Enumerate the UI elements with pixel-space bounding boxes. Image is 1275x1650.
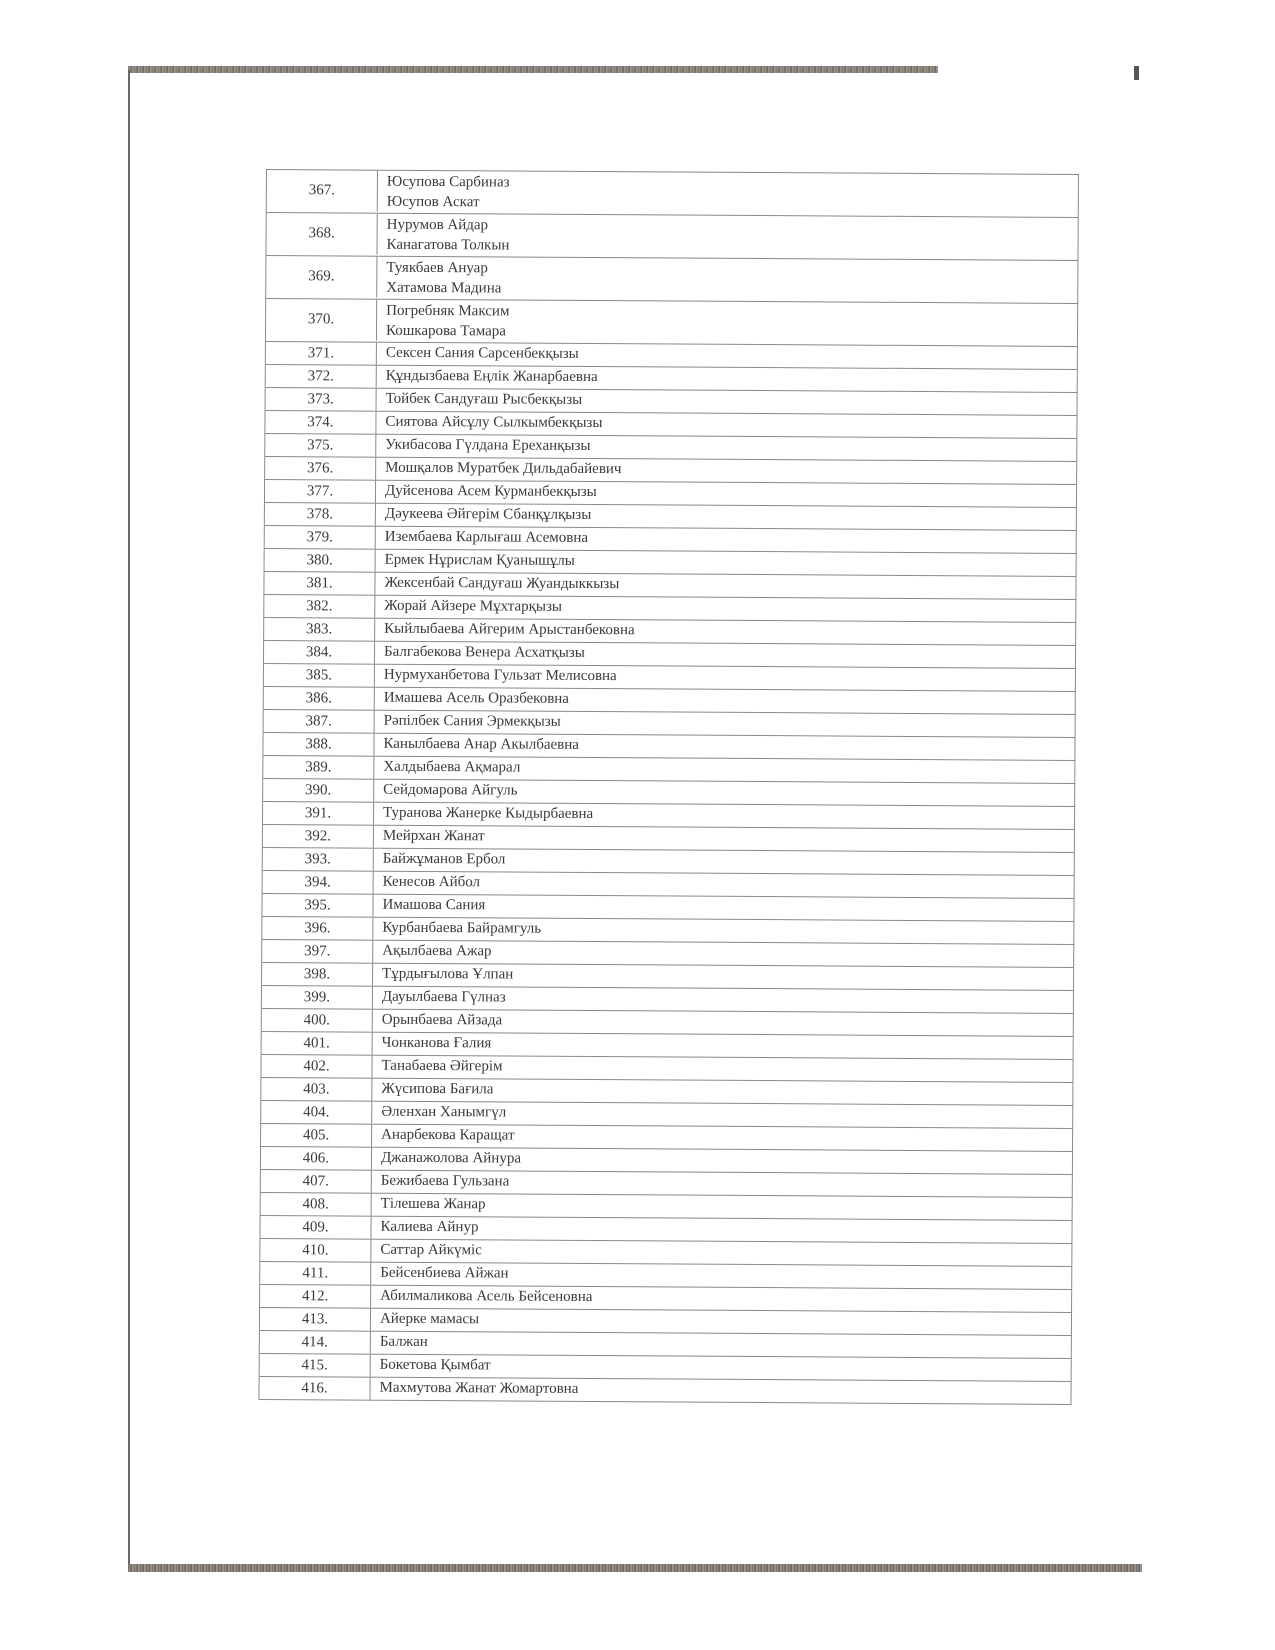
name-cell [373,941,1073,967]
person-name: Дуйсенова Асем Курманбекқызы [384,482,597,501]
row-number: 396. [262,917,373,940]
row-number: 388. [263,733,374,756]
person-name: Курбанбаева Байрамгуль [382,919,542,937]
row-number: 400. [262,1009,373,1032]
table-row [266,299,1078,347]
person-name: Нурмуханбетова Гульзат Мелисовна [383,666,617,685]
name-cell [371,1286,1071,1312]
name-cell [377,257,1077,303]
table-row [259,1377,1071,1405]
row-number: 408. [261,1193,372,1216]
name-cell [376,435,1076,461]
row-number: 381. [264,572,375,595]
names-table [258,169,1079,1405]
row-number: 412. [260,1285,371,1308]
name-cell [377,366,1077,392]
name-cell [371,1240,1071,1266]
name-cell [374,803,1074,829]
person-name: Дәукеева Әйгерім Сбанқұлқызы [384,505,592,523]
row-number: 392. [263,825,374,848]
row-number: 409. [260,1216,371,1239]
name-cell [371,1355,1071,1381]
person-name: Құндызбаева Еңлік Жанарбаевна [385,367,598,386]
name-cell [371,1332,1071,1358]
person-name: Бежибаева Гульзана [380,1172,510,1190]
person-name: Джанажолова Айнура [380,1149,522,1167]
person-name: Чонканова Ғалия [381,1034,492,1052]
table-row [267,170,1079,218]
name-cell [374,872,1074,898]
name-cell [373,1033,1073,1059]
row-number: 378. [265,503,376,526]
name-cell [371,1217,1071,1243]
person-name: Әленхан Ханымгүл [381,1103,507,1121]
row-number: 398. [262,963,373,986]
row-number: 393. [263,848,374,871]
person-name: Дауылбаева Гүлназ [381,988,506,1006]
person-name: Погребняк Максим [386,302,510,320]
row-number: 395. [262,894,373,917]
person-name: Хатамова Мадина [386,279,502,297]
row-number: 385. [264,664,375,687]
person-name: Ақылбаева Ажар [382,942,492,960]
scan-edge-mark [1134,66,1139,80]
name-cell [373,1010,1073,1036]
person-name: Туранова Жанерке Кыдырбаевна [383,804,594,823]
row-number: 404. [261,1101,372,1124]
person-name: Кошкарова Тамара [385,322,507,340]
person-name: Сексен Сания Сарсенбекқызы [385,344,579,362]
person-name: Жорай Айзере Мұхтарқызы [384,597,563,615]
name-cell [378,171,1078,217]
row-number: 405. [261,1124,372,1147]
name-cell [371,1263,1071,1289]
row-number: 394. [263,871,374,894]
row-number: 369. [266,256,377,298]
person-name: Рәпілбек Сания Эрмекқызы [383,712,561,730]
row-number: 379. [265,526,376,549]
name-cell [372,1079,1072,1105]
person-name: Туякбаев Ануар [386,259,488,277]
name-cell [375,688,1075,714]
row-number: 376. [265,457,376,480]
name-cell [377,343,1077,369]
row-number: 386. [264,687,375,710]
scan-edge-left [128,70,130,1565]
person-name: Абилмаликова Асель Бейсеновна [380,1287,593,1306]
row-number: 370. [266,299,377,341]
person-name: Имашова Сания [382,896,486,914]
person-name: Юсупов Аскат [386,193,480,211]
row-number: 401. [262,1032,373,1055]
name-cell [372,1148,1072,1174]
name-cell [374,849,1074,875]
name-cell [376,481,1076,507]
row-number: 368. [266,213,377,255]
row-number: 399. [262,986,373,1009]
scan-edge-bottom [128,1564,1142,1572]
name-cell [375,642,1075,668]
name-cell [372,1125,1072,1151]
person-name: Мейрхан Жанат [382,827,485,845]
row-number: 382. [264,595,375,618]
person-name: Балжан [379,1333,428,1351]
name-cell [372,1194,1072,1220]
person-name: Кыйлыбаева Айгерим Арыстанбековна [384,620,635,639]
name-cell [376,458,1076,484]
row-number: 416. [259,1377,370,1400]
person-name: Канагатова Толкын [386,236,510,254]
row-number: 390. [263,779,374,802]
person-name: Бокетова Қымбат [379,1356,491,1374]
table-row [266,256,1078,304]
person-name: Орынбаева Айзада [381,1011,503,1029]
name-cell [374,780,1074,806]
name-cell [376,527,1076,553]
row-number: 406. [261,1147,372,1170]
scan-edge-top [128,66,938,73]
name-cell [377,214,1077,260]
row-number: 397. [262,940,373,963]
person-name: Ермек Нұрислам Қуанышұлы [384,551,575,569]
table-row [266,213,1078,261]
row-number: 410. [260,1239,371,1262]
name-cell [376,504,1076,530]
person-name: Юсупова Сарбиназ [386,173,510,191]
row-number: 367. [267,170,378,212]
name-cell [377,300,1077,346]
person-name: Тілешева Жанар [380,1195,486,1213]
person-name: Изембаева Карлығаш Асемовна [384,528,589,546]
row-number: 407. [261,1170,372,1193]
person-name: Бейсенбиева Айжан [380,1264,509,1282]
name-cell [372,1171,1072,1197]
person-name: Жүсипова Бағила [381,1080,494,1098]
name-cell [373,918,1073,944]
name-cell [373,895,1073,921]
name-cell [377,389,1077,415]
person-name: Танабаева Әйгерім [381,1057,503,1075]
row-number: 372. [266,365,377,388]
row-number: 402. [261,1055,372,1078]
name-cell [372,1102,1072,1128]
row-number: 377. [265,480,376,503]
name-cell [373,964,1073,990]
row-number: 371. [266,342,377,365]
person-name: Анарбекова Каращат [381,1126,515,1144]
person-name: Тойбек Сандуғаш Рысбекқызы [385,390,583,408]
row-number: 391. [263,802,374,825]
name-cell [375,619,1075,645]
person-name: Балгабекова Венера Асхатқызы [384,643,585,661]
row-number: 389. [263,756,374,779]
person-name: Канылбаева Анар Акылбаевна [383,735,580,753]
name-cell [375,665,1075,691]
person-name: Имашева Асель Оразбековна [383,689,570,707]
person-name: Халдыбаева Ақмарал [383,758,521,776]
name-cell [375,573,1075,599]
person-name: Сиятова Айсұлу Сылкымбекқызы [385,413,603,432]
row-number: 383. [264,618,375,641]
row-number: 413. [260,1308,371,1331]
row-number: 384. [264,641,375,664]
row-number: 387. [264,710,375,733]
row-number: 374. [265,411,376,434]
person-name: Нурумов Айдар [386,216,489,234]
row-number: 373. [266,388,377,411]
person-name: Тұрдығылова Ұлпан [382,965,514,983]
name-cell [374,826,1074,852]
name-cell [375,596,1075,622]
person-name: Калиева Айнур [380,1218,479,1236]
person-name: Байжұманов Ербол [382,850,506,868]
person-name: Мошқалов Муратбек Дильдабайевич [385,459,622,478]
person-name: Айерке мамасы [379,1310,480,1328]
name-cell [376,412,1076,438]
name-cell [372,1056,1072,1082]
person-name: Сейдомарова Айгуль [383,781,518,799]
name-cell [373,987,1073,1013]
person-name: Саттар Айкүміс [380,1241,482,1259]
name-cell [374,734,1074,760]
person-name: Укибасова Гүлдана Ереханқызы [385,436,591,454]
person-name: Жексенбай Сандуғаш Жуандыккызы [384,574,620,593]
row-number: 414. [260,1331,371,1354]
row-number: 415. [260,1354,371,1377]
row-number: 403. [261,1078,372,1101]
row-number: 380. [265,549,376,572]
name-cell [374,757,1074,783]
name-cell [370,1378,1070,1404]
row-number: 411. [260,1262,371,1285]
row-number: 375. [265,434,376,457]
person-name: Махмутова Жанат Жомартовна [379,1379,579,1397]
person-name: Кенесов Айбол [382,873,481,891]
name-cell [376,550,1076,576]
name-cell [375,711,1075,737]
name-cell [371,1309,1071,1335]
